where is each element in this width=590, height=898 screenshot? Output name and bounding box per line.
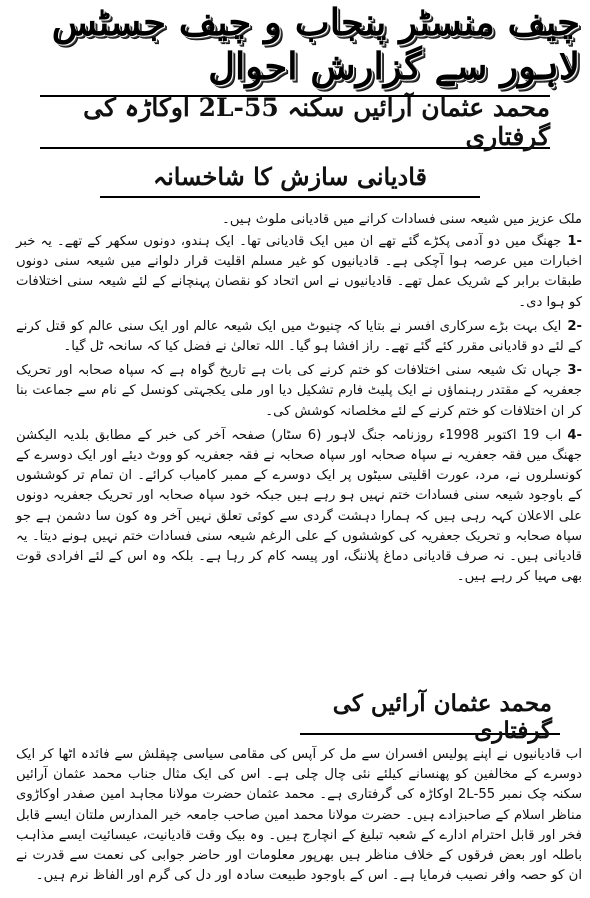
list-item	[16, 317, 582, 357]
headline: محمد عثمان آرائیں سکنہ 55-2L اوکاڑہ کی گرفتاری	[40, 95, 550, 149]
intro-paragraph: ملک عزیز میں شیعہ سنی فسادات کرانے میں قادیانی ملوث ہیں۔	[222, 212, 582, 227]
subheadline: قادیانی سازش کا شاخسانہ	[100, 156, 480, 198]
point-text: اب 19 اکتوبر 1998ء روزنامہ جنگ لاہور (6 سٹار) صفحہ آخر کی خبر کے مطابق بلدیہ الیکشن جھنگ میں فقہ جعفریہ نے سپاہ صحابہ اور سپاہ صحابہ نے فقہ جعفریہ کو ووٹ دیئے اور ایک دوسرے کے کونسلروں نے، مرد، عورت اقلیتی سیٹوں پر ایک دوسرے کے ممبر کامیاب کرائے۔ ان تمام تر کوششوں کے باوجود شیعہ سنی فسادات ختم نہیں ہو رہے ہیں جبکہ خود سپاہ صحابہ اور تحریک جعفریہ دونوں علی الاعلان کہہ رہی ہیں کہ ہمارا دہشت گردی سے کوئی تعلق نہیں آخر وہ کون سا دشمن ہے جو سپاہ صحابہ و تحریک جعفریہ کی کوششوں کے علی الرغم شیعہ سنی فسادات ختم نہیں ہونے دیتا۔ یہ قادیانی ہیں۔ نہ صرف قادیانی دماغ پلاننگ، اور پیسہ کام کر رہا ہے۔ بلکہ وہ اس کے لئے افرادی قوت بھی مہیا کر رہے ہیں۔	[16, 427, 582, 585]
point-text: ایک بہت بڑے سرکاری افسر نے بتایا کہ چنیوٹ میں ایک شیعہ عالم اور ایک سنی عالم کو قتل کرنے کے لئے دو قادیانی مقرر کئے گئے تھے۔ راز افشا ہو گیا۔ اللہ تعالیٰ نے فضل کیا کہ سانحہ ٹل گیا۔	[16, 318, 582, 355]
closing-paragraph: اب قادیانیوں نے اپنے پولیس افسران سے مل کر آپس کی مقامی سیاسی چپقلش سے فائدہ اٹھا کر ایک دوسرے کے مخالفین کو پھنسانے کیلئے نئی چال چلی ہے۔ اس کی ایک مثال جناب محمد عثمان آرائیں سکنہ چک نمبر 55-2L اوکاڑہ کی گرفتاری ہے۔ محمد عثمان حضرت مولانا مجاہد امین صفدر اوکاڑوی مناظر اسلام کے صاحبزادے ہیں۔ حضرت مولانا محمد امین صاحب جامعہ خیر المدارس ملتان ایسے قابل فخر اور قابل احترام ادارے کے شعبہ تبلیغ کے انچارج ہیں۔ وہ بیک وقت قادیانیت، عیسائیت ایسے مذاہب باطلہ اور بعض فرقوں کے خلاف مناظر ہیں بھرپور معلومات اور حاضر جوابی کی نعمت سے قدرت نے ان کو حصہ وافر نصیب فرمایا ہے۔ اس کے باوجود طبیعت سادہ اور دل کی گرم اور الفاظ نرم ہیں۔	[16, 747, 582, 884]
point-number: 4-	[567, 427, 582, 443]
section-heading: محمد عثمان آرائیں کی گرفتاری	[300, 701, 560, 735]
point-number: 1-	[567, 234, 582, 249]
point-text: جہاں تک شیعہ سنی اختلافات کو ختم کرنے کی بات ہے تاریخ گواہ ہے کہ سپاہ صحابہ اور تحریک جعفریہ کے مقتدر رہنماؤں نے ایک پلیٹ فارم تشکیل دیا اور ملی یکجہتی کونسل کے نام سے جماعت بنا کر ان اختلافات کو ختم کرنے کے لئے مخلصانہ کوشش کی۔	[16, 363, 582, 419]
point-text: جھنگ میں دو آدمی پکڑے گئے تھے ان میں ایک قادیانی تھا۔ ایک ہندو، دونوں سکھر کے تھے۔ یہ خبر اخبارات میں عرصہ ہوا آچکی ہے۔ قادیانیوں کو غیر مسلم اقلیت قرار دلوانے میں شیعہ سنی دونوں طبقات برابر کے شریک عمل تھے۔ قادیانیوں نے اس اتحاد کو نقصان پہنچانے کے لئے شیعہ سنی اختلافات کو ہوا دی۔	[16, 234, 582, 310]
list-item	[16, 232, 582, 313]
masthead-title: چیف منسٹر پنجاب و چیف جسٹس لاہور سے گزارش احوال	[51, 0, 580, 88]
numbered-points	[16, 232, 582, 591]
point-number: 3-	[567, 363, 582, 379]
list-item	[16, 361, 582, 422]
list-item	[16, 426, 582, 588]
point-number: 2-	[567, 318, 582, 334]
